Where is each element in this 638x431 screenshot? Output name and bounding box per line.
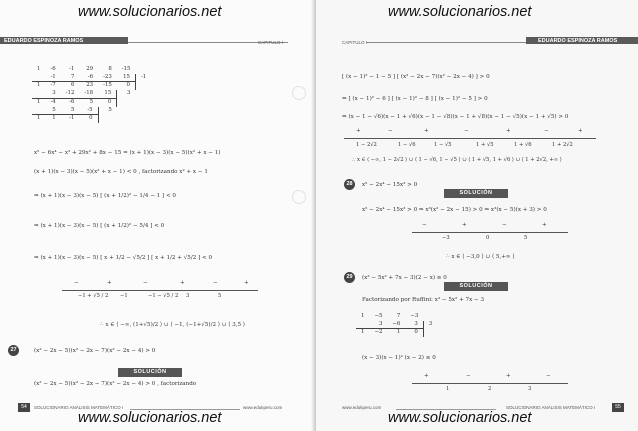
ruffini-table-left (32, 66, 151, 123)
problem-text: x⁵ − 2x⁴ − 15x³ > 0 (362, 182, 418, 188)
ruffini-table-right (356, 313, 437, 337)
watermark-top-left[interactable]: www.solucionarios.net (78, 4, 222, 20)
solution-line: (x² − 2x − 5)(x² − 2x − 7)(x² − 2x − 4) > 0 , factorizando (34, 381, 197, 387)
tick-label: −1 + √5 / 2 (78, 293, 109, 299)
factor-line: Factorizando por Ruffini: x³ − 5x² + 7x − 3 (362, 297, 485, 303)
footer-book-right: SOLUCIONARIO ANÁLISIS MATEMÁTICO I (506, 405, 596, 410)
tick-label: 5 (218, 293, 222, 299)
tick-label: 1 − 2√2 (356, 142, 377, 148)
page-number-left: 54 (18, 403, 30, 412)
tick-label: 1 (446, 386, 450, 392)
solution-banner: SOLUCIÓN (444, 282, 508, 291)
answer-left: ∴ x ∈ ⟨ −∞, (1+√5)/2 ⟩ ∪ ⟨ −1, (−1+√5)/2 ⟩ ∪ ⟨ 3,5 ⟩ (100, 322, 246, 328)
table-row: 1 −2 1 0 (356, 329, 437, 337)
tick-label: 1 − √5 (434, 142, 452, 148)
table-row: 1 -7 6 23 -15 0 (32, 82, 151, 90)
math-line: (x − 3)(x − 1)² (x − 2) ≤ 0 (362, 355, 436, 361)
math-line: ⇒ [ (x − 1)² − 6 ] [ (x − 1)² − 8 ] [ (x − 1)² − 5 ] > 0 (342, 96, 488, 102)
table-row: 1 1 -1 0 (32, 115, 151, 123)
math-line: ⇒ (x − 1 − √6)(x − 1 + √6)(x − 1 − √8)(x − 1 + √8)(x − 1 − √5)(x − 1 + √5) > 0 (342, 114, 569, 120)
math-line: ⇒ (x + 1)(x − 3)(x − 5) [ (x + 1/2)² − 1/4 − 1 ] < 0 (34, 193, 176, 199)
tick-label: 3 (528, 386, 532, 392)
left-header-chapter: CAPITULO I (258, 40, 284, 45)
table-row: 3 -12 -18 15 3 (52, 90, 131, 97)
problem-number-badge: 28 (344, 179, 355, 190)
tick-label: 1 + √5 (476, 142, 494, 148)
tick-label: 5 (524, 235, 528, 241)
tick-label: 2 (488, 386, 492, 392)
tick-label: 1 + 2√2 (552, 142, 573, 148)
right-header-rule (366, 42, 526, 43)
tick-label: −3 (442, 235, 450, 241)
math-line: x⁵ − 6x⁴ − x³ + 29x² + 8x − 15 = (x + 1)(x − 3)(x − 5)(x² + x − 1) (34, 150, 221, 156)
math-line: ⇒ (x + 1)(x − 3)(x − 5) [ x + 1/2 − √5/2 ] [ x + 1/2 + √5/2 ] < 0 (34, 255, 213, 261)
table-row: 1 −5 7 −3 (361, 313, 419, 319)
footer-site-left[interactable]: www.edukperu.com (243, 405, 283, 410)
answer-line1: ∴ x ∈ ⟨ −∞, 1 − 2√2 ⟩ ∪ ⟨ 1 − √6, 1 − √5 ⟩ ∪ ⟨ 1 + √5, 1 + √6 ⟩ ∪ ⟨ 1 + 2√2, +∞ ⟩ (352, 157, 562, 163)
tick-label: 1 − √6 (398, 142, 416, 148)
right-page: www.solucionarios.net CAPITULO I EDUARDO ESPINOZA RAMOS [ (x − 1)² − 1 − 5 ] [ (x² − 2x − 7)(x² − 2x − 4) ] > 0 ⇒ [ (x − 1)² − 6 ] [ (x − 1)² − 8 ] [ (x − 1)² − 5 ] > 0 ⇒ (x − 1 − √6)(x − 1 + √6)(x − 1 − √8)(x − 1 + √8)(x − 1 − √5)(x − 1 + √5) > 0 + − + − + − + 1 − 2√2 1 − √6 1 − √5 1 + √5 1 + √6 1 + 2√2 ∴ x ∈ ⟨ −∞, 1 − 2√2 ⟩ ∪ ⟨ 1 − √6, 1 − √5 ⟩ ∪ ⟨ 1 + √5, 1 + √6 ⟩ ∪ ⟨ 1 + 2√2, +∞ ⟩ 28 x⁵ − 2x⁴ − 15x³ > 0 SOLUCIÓN x⁵ − 2x⁴ − 15x³ > 0 ⇒ x³(x² − 2x − 15) > 0 ⇒ x³(x − 5)(x + 3) > 0 − + − + −3 0 5 ∴ x ∈ ⟨ −3,0 ⟩ ∪ ⟨ 5,+∞ ⟩ 29 (x³ − 5x² + 7x − 3)(2 − x) ≥ 0 SOLUCIÓN Factorizando por Ruffini: x³ − 5x² + 7x − 3 1 −5 7 −3 3 −6 3 3 1 −2 1 0 (x − 3)(x − 1)² (x − 2) ≤ 0 + − + − 1 2 3 www.edukperu.com SOLUCIONARIO ANÁLISIS MATEMÁTICO I 55 www.solucionarios.net (316, 0, 638, 431)
tick-label: 0 (486, 235, 490, 241)
tick-label: 1 + √6 (514, 142, 532, 148)
solution-banner: SOLUCIÓN (444, 189, 508, 198)
right-header-chapter: CAPITULO I (342, 40, 368, 45)
tick-label: −1 (120, 293, 128, 299)
table-row: 3 −6 3 3 (378, 320, 433, 327)
table-row: 1 -6 -1 29 8 -15 (37, 66, 131, 72)
problem-number-badge: 29 (344, 272, 355, 283)
left-header-author: EDUARDO ESPINOZA RAMOS (4, 37, 84, 44)
math-line: ⇒ (x + 1)(x − 3)(x − 5) [ (x + 1/2)² − 5/4 ] < 0 (34, 223, 165, 229)
watermark-top-right[interactable]: www.solucionarios.net (388, 4, 532, 20)
watermark-bottom-right[interactable]: www.solucionarios.net (388, 410, 532, 426)
page-number-right: 55 (612, 403, 624, 412)
problem-number-badge: 27 (8, 345, 19, 356)
table-row: -1 7 -6 -23 15 -1 (50, 73, 147, 80)
math-line: [ (x − 1)² − 1 − 5 ] [ (x² − 2x − 7)(x² − 2x − 4) ] > 0 (342, 74, 490, 80)
tick-label: 3 (186, 293, 190, 299)
footer-site-right[interactable]: www.edukperu.com (342, 405, 382, 410)
watermark-bottom-left[interactable]: www.solucionarios.net (78, 410, 222, 426)
solution-line: x⁵ − 2x⁴ − 15x³ > 0 ⇒ x³(x² − 2x − 15) > 0 ⇒ x³(x − 5)(x + 3) > 0 (362, 207, 547, 213)
left-page: www.solucionarios.net EDUARDO ESPINOZA RAMOS CAPITULO I 1 -6 -1 29 8 -15 -1 7 -6 -23 15 -1 1 -7 6 23 -15 0 3 -12 -18 15 3 1 -4 -6 5 0 5 5 -5 5 1 1 -1 0 x⁵ − 6x⁴ − x³ + 29x² + 8x − 15 = (x + 1)(x − 3)(x − 5)(x² + x − 1) (x + 1)(x − 3)(x − 5)(x² + x − 1) < 0 , factorizando x² + x − 1 ⇒ (x + 1)(x − 3)(x − 5) [ (x + 1/2)² − 1/4 − 1 ] < 0 ⇒ (x + 1)(x − 3)(x − 5) [ (x + 1/2)² − 5/4 ] < 0 ⇒ (x + 1)(x − 3)(x − 5) [ x + 1/2 − √5/2 ] [ x + 1/2 + √5/2 ] < 0 − + − + − + −1 + √5 / 2 −1 −1 − √5 / 2 3 5 ∴ x ∈ ⟨ −∞, (1+√5)/2 ⟩ ∪ ⟨ −1, (−1+√5)/2 ⟩ ∪ ⟨ 3,5 ⟩ 27 (x² − 2x − 5)(x² − 2x − 7)(x² − 2x − 4) > 0 SOLUCIÓN (x² − 2x − 5)(x² − 2x − 7)(x² − 2x − 4) > 0 , factorizando 54 SOLUCIONARIO ANÁLISIS MATEMÁTICO I www.edukperu.com www.solucionarios.net (0, 0, 316, 431)
problem-text: (x² − 2x − 5)(x² − 2x − 7)(x² − 2x − 4) > 0 (34, 348, 156, 354)
math-line: (x + 1)(x − 3)(x − 5)(x² + x − 1) < 0 , factorizando x² + x − 1 (34, 169, 208, 175)
table-row: 1 -4 -6 5 0 (32, 98, 151, 106)
answer-p28: ∴ x ∈ ⟨ −3,0 ⟩ ∪ ⟨ 5,+∞ ⟩ (446, 254, 515, 260)
problem-text: (x³ − 5x² + 7x − 3)(2 − x) ≥ 0 (362, 275, 447, 281)
solution-banner: SOLUCIÓN (118, 368, 182, 377)
footer-book-left: SOLUCIONARIO ANÁLISIS MATEMÁTICO I (34, 405, 124, 410)
decorative-circle (292, 190, 306, 204)
tick-label: −1 − √5 / 2 (148, 293, 179, 299)
table-row: 5 5 -5 5 (52, 106, 112, 113)
decorative-circle (292, 86, 306, 100)
right-header-author: EDUARDO ESPINOZA RAMOS (538, 37, 618, 44)
